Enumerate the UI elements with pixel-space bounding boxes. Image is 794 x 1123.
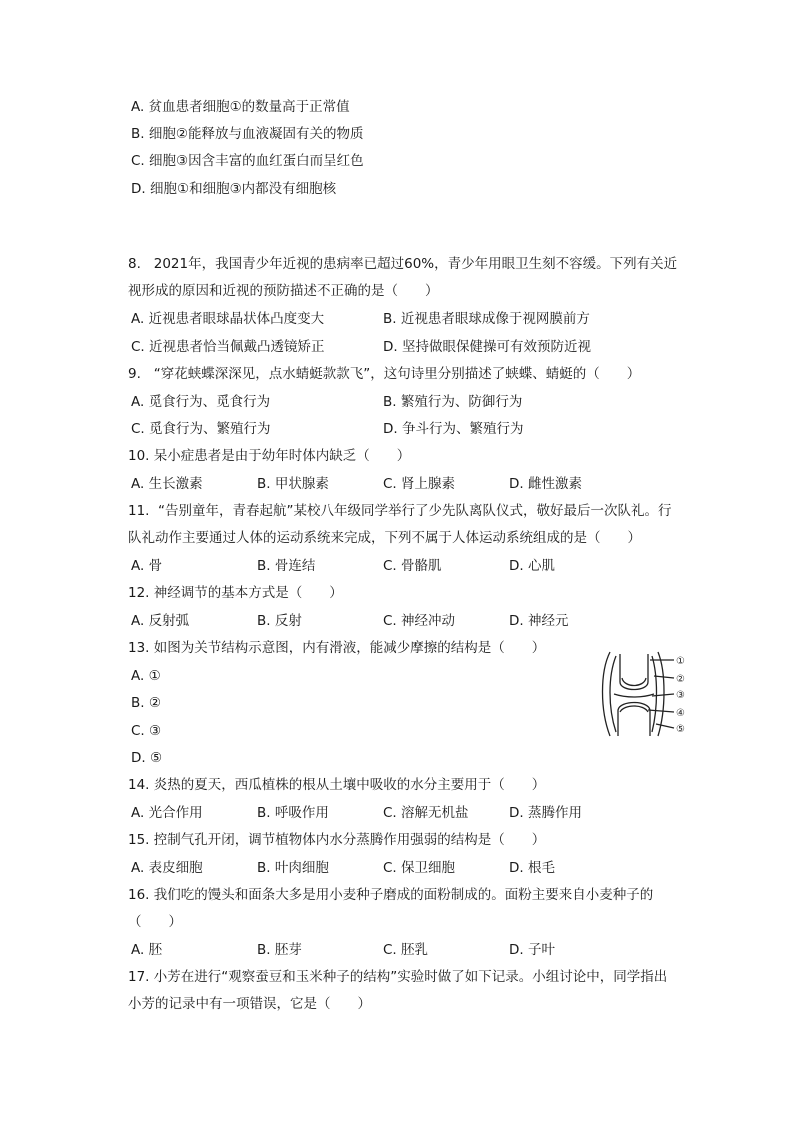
q17-stem-line2: 小芳的记录中有一项错误，它是（ ） <box>128 996 371 1012</box>
q13-option-a: A. ① <box>131 668 161 684</box>
q15-option-a: A. 表皮细胞 <box>131 860 203 876</box>
q12-option-a: A. 反射弧 <box>131 613 190 629</box>
q10-option-b: B. 甲状腺素 <box>257 476 329 492</box>
q13-option-b: B. ② <box>131 695 161 711</box>
lower-bone-outline <box>618 703 650 737</box>
figure-label-3: ③ <box>676 690 685 701</box>
q8-option-c: C. 近视患者恰当佩戴凸透镜矫正 <box>131 339 325 355</box>
q9-option-b: B. 繁殖行为、防御行为 <box>383 394 523 410</box>
q7-option-b: B. 细胞②能释放与血液凝固有关的物质 <box>131 126 364 142</box>
q17-stem-line1: 17. 小芳在进行“观察蚕豆和玉米种子的结构”实验时做了如下记录。小组讨论中，同学指出 <box>128 969 668 985</box>
leader-line-3 <box>652 694 674 696</box>
q13-option-d: D. ⑤ <box>131 750 163 766</box>
q7-option-c: C. 细胞③因含丰富的血红蛋白而呈红色 <box>131 153 364 169</box>
q8-option-a: A. 近视患者眼球晶状体凸度变大 <box>131 311 325 327</box>
q14-option-b: B. 呼吸作用 <box>257 805 329 821</box>
q12-stem: 12. 神经调节的基本方式是（ ） <box>128 585 343 601</box>
q12-option-d: D. 神经元 <box>509 613 569 629</box>
q14-stem: 14. 炎热的夏天，西瓜植株的根从土壤中吸收的水分主要用于（ ） <box>128 777 546 793</box>
q8-stem-line2: 视形成的原因和近视的预防描述不正确的是（ ） <box>128 283 439 299</box>
q16-option-b: B. 胚芽 <box>257 942 302 958</box>
leader-line-5 <box>656 724 674 728</box>
joint-cavity-line <box>614 694 654 697</box>
q12-option-b: B. 反射 <box>257 613 302 629</box>
q15-option-c: C. 保卫细胞 <box>383 860 456 876</box>
figure-label-1: ① <box>676 656 685 667</box>
articular-cartilage-lower <box>620 706 648 712</box>
q16-option-d: D. 子叶 <box>509 942 555 958</box>
q10-option-a: A. 生长激素 <box>131 476 203 492</box>
q7-option-a: A. 贫血患者细胞①的数量高于正常值 <box>131 99 350 115</box>
q11-option-c: C. 骨骼肌 <box>383 558 442 574</box>
q9-option-a: A. 觅食行为、觅食行为 <box>131 394 271 410</box>
q14-option-c: C. 溶解无机盐 <box>383 805 469 821</box>
q11-stem-line2: 队礼动作主要通过人体的运动系统来完成，下列不属于人体运动系统组成的是（ ） <box>128 530 641 546</box>
joint-capsule-right-line <box>658 652 664 736</box>
q9-option-c: C. 觅食行为、繁殖行为 <box>131 421 271 437</box>
joint-structure-diagram <box>596 648 700 740</box>
q13-option-c: C. ③ <box>131 723 162 739</box>
q13-stem: 13. 如图为关节结构示意图，内有滑液，能减少摩擦的结构是（ ） <box>128 640 546 656</box>
figure-label-5: ⑤ <box>676 724 685 735</box>
q11-option-a: A. 骨 <box>131 558 163 574</box>
upper-bone-outline <box>620 654 648 690</box>
q10-option-c: C. 肾上腺素 <box>383 476 456 492</box>
q12-option-c: C. 神经冲动 <box>383 613 456 629</box>
q7-option-d: D. 细胞①和细胞③内都没有细胞核 <box>131 181 337 197</box>
q15-stem: 15. 控制气孔开闭，调节植物体内水分蒸腾作用强弱的结构是（ ） <box>128 832 546 848</box>
q10-stem: 10. 呆小症患者是由于幼年时体内缺乏（ ） <box>128 448 411 464</box>
q14-option-d: D. 蒸腾作用 <box>509 805 582 821</box>
q16-option-c: C. 胚乳 <box>383 942 429 958</box>
joint-capsule-left-line <box>603 652 611 736</box>
figure-label-2: ② <box>676 674 685 685</box>
q9-option-d: D. 争斗行为、繁殖行为 <box>383 421 524 437</box>
figure-label-4: ④ <box>676 708 685 719</box>
q16-stem-line2: （ ） <box>128 914 182 930</box>
q14-option-a: A. 光合作用 <box>131 805 203 821</box>
q8-option-b: B. 近视患者眼球成像于视网膜前方 <box>383 311 590 327</box>
q15-option-b: B. 叶肉细胞 <box>257 860 329 876</box>
q16-stem-line1: 16. 我们吃的馒头和面条大多是用小麦种子磨成的面粉制成的。面粉主要来自小麦种子的 <box>128 887 654 903</box>
q16-option-a: A. 胚 <box>131 942 163 958</box>
q11-stem-line1: 11. “告别童年，青春起航”某校八年级同学举行了少先队离队仪式，敬好最后一次队礼。行 <box>128 503 672 519</box>
q11-option-b: B. 骨连结 <box>257 558 316 574</box>
q11-option-d: D. 心肌 <box>509 558 555 574</box>
q10-option-d: D. 雌性激素 <box>509 476 582 492</box>
q8-option-d: D. 坚持做眼保健操可有效预防近视 <box>383 339 591 355</box>
q8-stem-line1: 8. 2021年，我国青少年近视的患病率已超过60%，青少年用眼卫生刻不容缓。下列有关近 <box>128 256 678 272</box>
articular-cartilage-upper <box>622 678 646 686</box>
q9-stem: 9. “穿花蛱蝶深深见，点水蜻蜓款款飞”，这句诗里分别描述了蛱蝶、蜻蜓的（ ） <box>128 366 641 382</box>
leader-line-4 <box>648 710 674 712</box>
q15-option-d: D. 根毛 <box>509 860 555 876</box>
